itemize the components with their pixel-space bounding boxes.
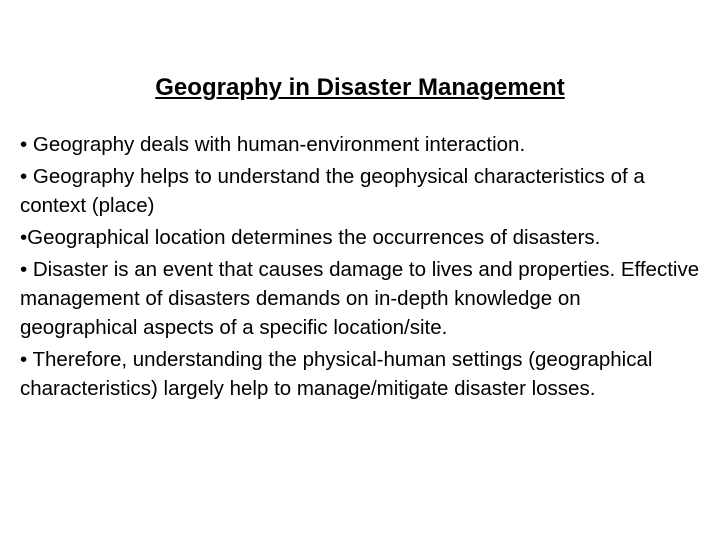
bullet-item: • Geography helps to understand the geophysical characteristics of a context (place): [20, 165, 645, 217]
bullet-item: • Disaster is an event that causes damage to lives and properties. Effective management of disasters demands on in-depth knowledge on geographical aspects of a specific location/site.: [20, 258, 700, 339]
bullet-item: • Therefore, understanding the physical-human settings (geographical characteristics) largely help to manage/mitigate disaster losses.: [20, 348, 653, 400]
bullet-item: •Geographical location determines the occurrences of disasters.: [20, 226, 601, 249]
slide-title: Geography in Disaster Management: [155, 74, 565, 101]
bullet-list: [20, 130, 700, 406]
bullet-item: • Geography deals with human-environment interaction.: [20, 133, 526, 156]
